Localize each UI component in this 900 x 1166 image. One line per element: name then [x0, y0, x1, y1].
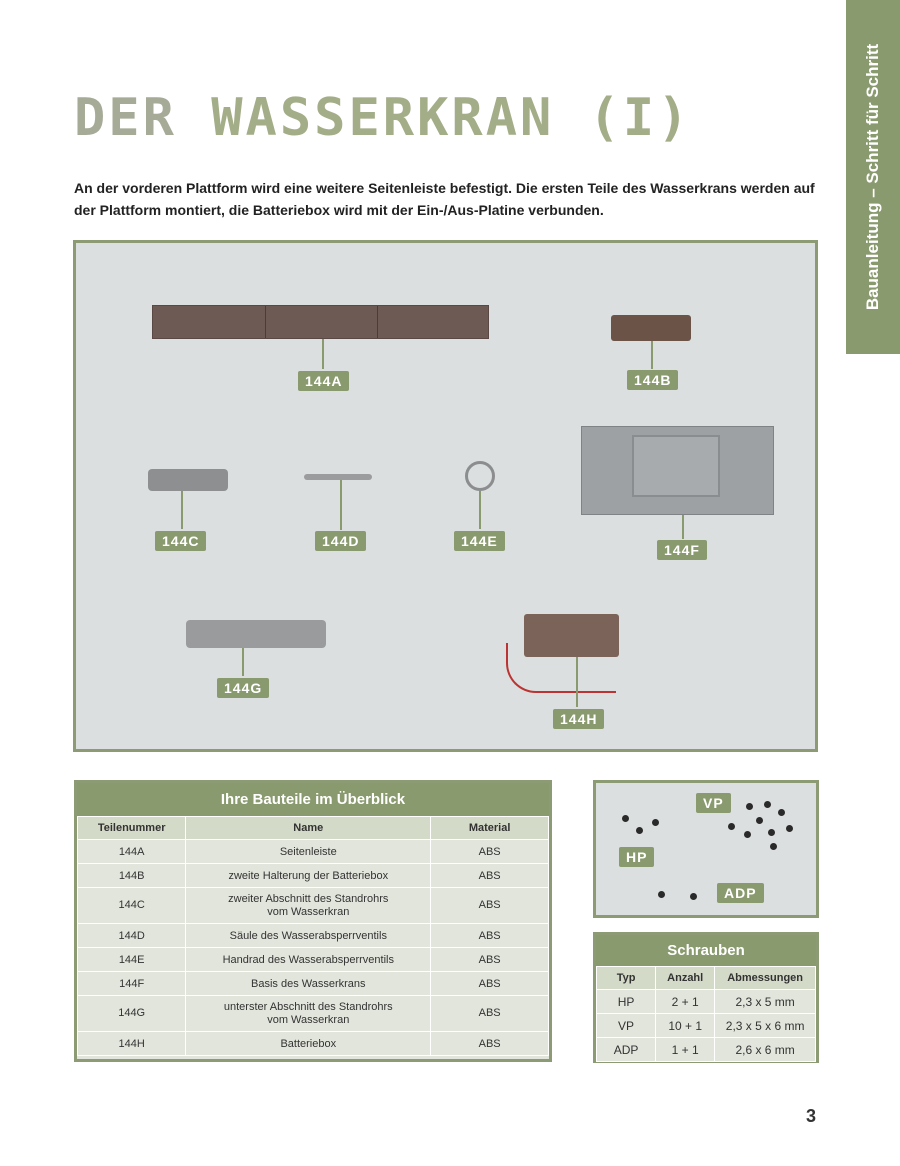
label-144g: 144G — [217, 678, 269, 698]
section-tab-label: Bauanleitung – Schritt für Schritt — [863, 43, 883, 311]
part-number: 144A — [78, 840, 186, 864]
screw-quantity: 1 + 1 — [656, 1038, 715, 1062]
part-144b-image — [611, 315, 691, 341]
screw-type: ADP — [597, 1038, 656, 1062]
part-name — [186, 888, 431, 924]
table-row — [78, 924, 549, 948]
part-name-line-1: unterster Abschnitt des Standrohrs — [223, 1000, 393, 1013]
part-material: ABS — [431, 924, 549, 948]
section-tab — [846, 0, 900, 354]
header-type: Typ — [597, 967, 656, 990]
part-material: ABS — [431, 948, 549, 972]
page-number: 3 — [806, 1106, 817, 1126]
label-144b: 144B — [627, 370, 678, 390]
part-material: ABS — [431, 888, 549, 924]
screw-dimensions: 2,3 x 5 mm — [715, 990, 816, 1014]
part-number: 144E — [78, 948, 186, 972]
header-dimensions: Abmessungen — [715, 967, 816, 990]
part-material: ABS — [431, 972, 549, 996]
part-material: ABS — [431, 864, 549, 888]
table-row — [78, 888, 549, 924]
screws-table-title: Schrauben — [596, 935, 816, 966]
part-number: 144C — [78, 888, 186, 924]
title-part-2: WASSERKRAN (I) — [211, 88, 692, 148]
part-144f-image — [581, 426, 774, 515]
label-144d: 144D — [315, 531, 366, 551]
header-quantity: Anzahl — [656, 967, 715, 990]
label-adp: ADP — [717, 883, 764, 903]
header-part-number: Teilenummer — [78, 817, 186, 840]
part-name: zweite Halterung der Batteriebox — [186, 864, 431, 888]
screw-dimensions: 2,6 x 6 mm — [715, 1038, 816, 1062]
part-material: ABS — [431, 1032, 549, 1056]
label-144h: 144H — [553, 709, 604, 729]
table-row — [78, 972, 549, 996]
table-row — [78, 948, 549, 972]
part-material: ABS — [431, 840, 549, 864]
screw-quantity: 2 + 1 — [656, 990, 715, 1014]
table-row — [597, 1014, 816, 1038]
part-name-line-2: vom Wasserkran — [267, 905, 350, 918]
part-material: ABS — [431, 996, 549, 1032]
screws-table — [593, 932, 819, 1063]
page-title — [74, 86, 692, 150]
part-number: 144D — [78, 924, 186, 948]
table-header-row — [78, 817, 549, 840]
battery-cable — [506, 643, 616, 693]
part-number: 144F — [78, 972, 186, 996]
label-vp: VP — [696, 793, 731, 813]
label-144e: 144E — [454, 531, 505, 551]
part-name: Säule des Wasserabsperrventils — [186, 924, 431, 948]
part-name: Seitenleiste — [186, 840, 431, 864]
part-number: 144G — [78, 996, 186, 1032]
part-name: Batteriebox — [186, 1032, 431, 1056]
intro-text: An der vorderen Plattform wird eine weitere Seitenleiste befestigt. Die ersten Teile des Wasserkrans werden auf der Plattform montiert, die Batteriebox wird mit der Ein-/Aus-Platine verbunden. — [74, 180, 815, 218]
table-row — [597, 1038, 816, 1062]
part-144a-image — [152, 305, 489, 339]
table-row — [78, 840, 549, 864]
header-material: Material — [431, 817, 549, 840]
part-144g-image — [186, 620, 326, 648]
part-name-line-2: vom Wasserkran — [267, 1013, 350, 1026]
part-name: Handrad des Wasserabsperrventils — [186, 948, 431, 972]
screw-type: VP — [597, 1014, 656, 1038]
part-name — [186, 996, 431, 1032]
part-144c-image — [148, 469, 228, 491]
screw-dimensions: 2,3 x 5 x 6 mm — [715, 1014, 816, 1038]
screw-type: HP — [597, 990, 656, 1014]
screw-quantity: 10 + 1 — [656, 1014, 715, 1038]
parts-photo — [73, 240, 818, 752]
table-row — [78, 1032, 549, 1056]
table-row — [597, 990, 816, 1014]
parts-overview-table — [74, 780, 552, 1062]
screws-photo — [593, 780, 819, 918]
table-row — [78, 864, 549, 888]
label-144f: 144F — [657, 540, 707, 560]
part-144e-image — [465, 461, 495, 491]
table-header-row — [597, 967, 816, 990]
label-hp: HP — [619, 847, 654, 867]
part-number: 144H — [78, 1032, 186, 1056]
header-name: Name — [186, 817, 431, 840]
part-144d-image — [304, 474, 372, 480]
part-number: 144B — [78, 864, 186, 888]
label-144c: 144C — [155, 531, 206, 551]
label-144a: 144A — [298, 371, 349, 391]
table-row — [78, 996, 549, 1032]
part-name: Basis des Wasserkrans — [186, 972, 431, 996]
parts-table-title: Ihre Bauteile im Überblick — [77, 783, 549, 816]
part-name-line-1: zweiter Abschnitt des Standrohrs — [228, 892, 389, 905]
title-part-1: DER — [74, 88, 177, 148]
